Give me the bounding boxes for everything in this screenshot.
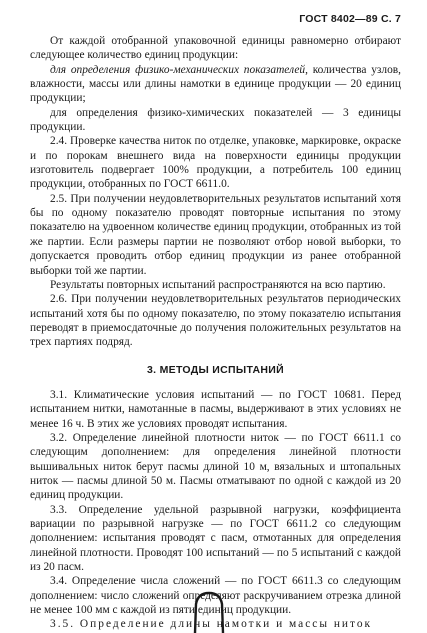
clause-3-5: 3.5. Определение длины намотки и массы ниток: [50, 618, 373, 631]
physmech-emphasis: для определения физико-механических показателей: [50, 63, 306, 76]
paragraph-retest-results: Результаты повторных испытаний распространяются на всю партию.: [50, 278, 386, 291]
clause-2-4: 2.4. Проверке качества ниток по отделке, упаковке, маркировке, окраске и по порокам внешнего вида на поверхности единицы продукции изготовитель подвергает 100% продукции, а потребитель 100 единиц продукции, отобранных по ГОСТ 6611.0.: [30, 135, 401, 191]
physmech-rest: , количества узлов, влажности, массы или длины намотки в единице продукции — 20 единиц продукции;: [30, 63, 401, 105]
handwritten-mark: [191, 590, 231, 633]
page-header: ГОСТ 8402—89 С. 7: [299, 13, 401, 25]
document-body: [30, 34, 401, 632]
clause-3-4: 3.4. Определение числа сложений — по ГОСТ 6611.3 со следующим дополнением: число сложений определяют раскручиванием отрезка длиной не менее 100 мм с каждой из пяти единиц продукции.: [30, 575, 401, 617]
clause-3-1: 3.1. Климатические условия испытаний — по ГОСТ 10681. Перед испытанием нитки, намотанные в пасмы, выдерживают в этих условиях не менее 16 ч. В этих же условиях проводят испытания.: [30, 388, 401, 430]
clause-3-2: 3.2. Определение линейной плотности ниток — по ГОСТ 6611.1 со следующим дополнением: для определения линейной плотности вышивальных ниток берут пасмы длиной 10 м, вязальных и штопальных ниток — пасмы длиной 50 м. Пасмы отматывают по одной с каждой из 20 единиц продукции.: [30, 431, 401, 502]
clause-2-6: 2.6. При получении неудовлетворительных результатов периодических испытаний хотя бы по одному показателю, по этому показателю испытания переводят в приемосдаточные до получения положительных результатов на трех партиях подряд.: [30, 293, 401, 349]
paragraph-physchem: для определения физико-химических показателей — 3 единицы продукции.: [30, 106, 401, 134]
paragraph-intro: От каждой отобранной упаковочной единицы равномерно отбирают следующее количество единиц продукции:: [30, 35, 401, 62]
section-title: 3. МЕТОДЫ ИСПЫТАНИЙ: [147, 363, 284, 376]
clause-2-5: 2.5. При получении неудовлетворительных результатов испытаний хотя бы по одному показателю проводят повторные испытания по этому показателю на удвоенном количестве единиц продукции, отобранных из той же партии. Если размеры партии не позволяют отбор новой выборки, то допускается проводить отбор единиц продукции из ранее отобранной выборки той же партии.: [30, 192, 401, 277]
paragraph-physmech: [30, 63, 401, 106]
clause-3-3: 3.3. Определение удельной разрывной нагрузки, коэффициента вариации по разрывной нагрузке — по ГОСТ 6611.2 со следующим дополнением: испытания проводят с пасм, отмотанных для определения линейной плотности. Проводят 100 испытаний — по 5 испытаний с каждой из 20 пасм.: [30, 503, 401, 574]
